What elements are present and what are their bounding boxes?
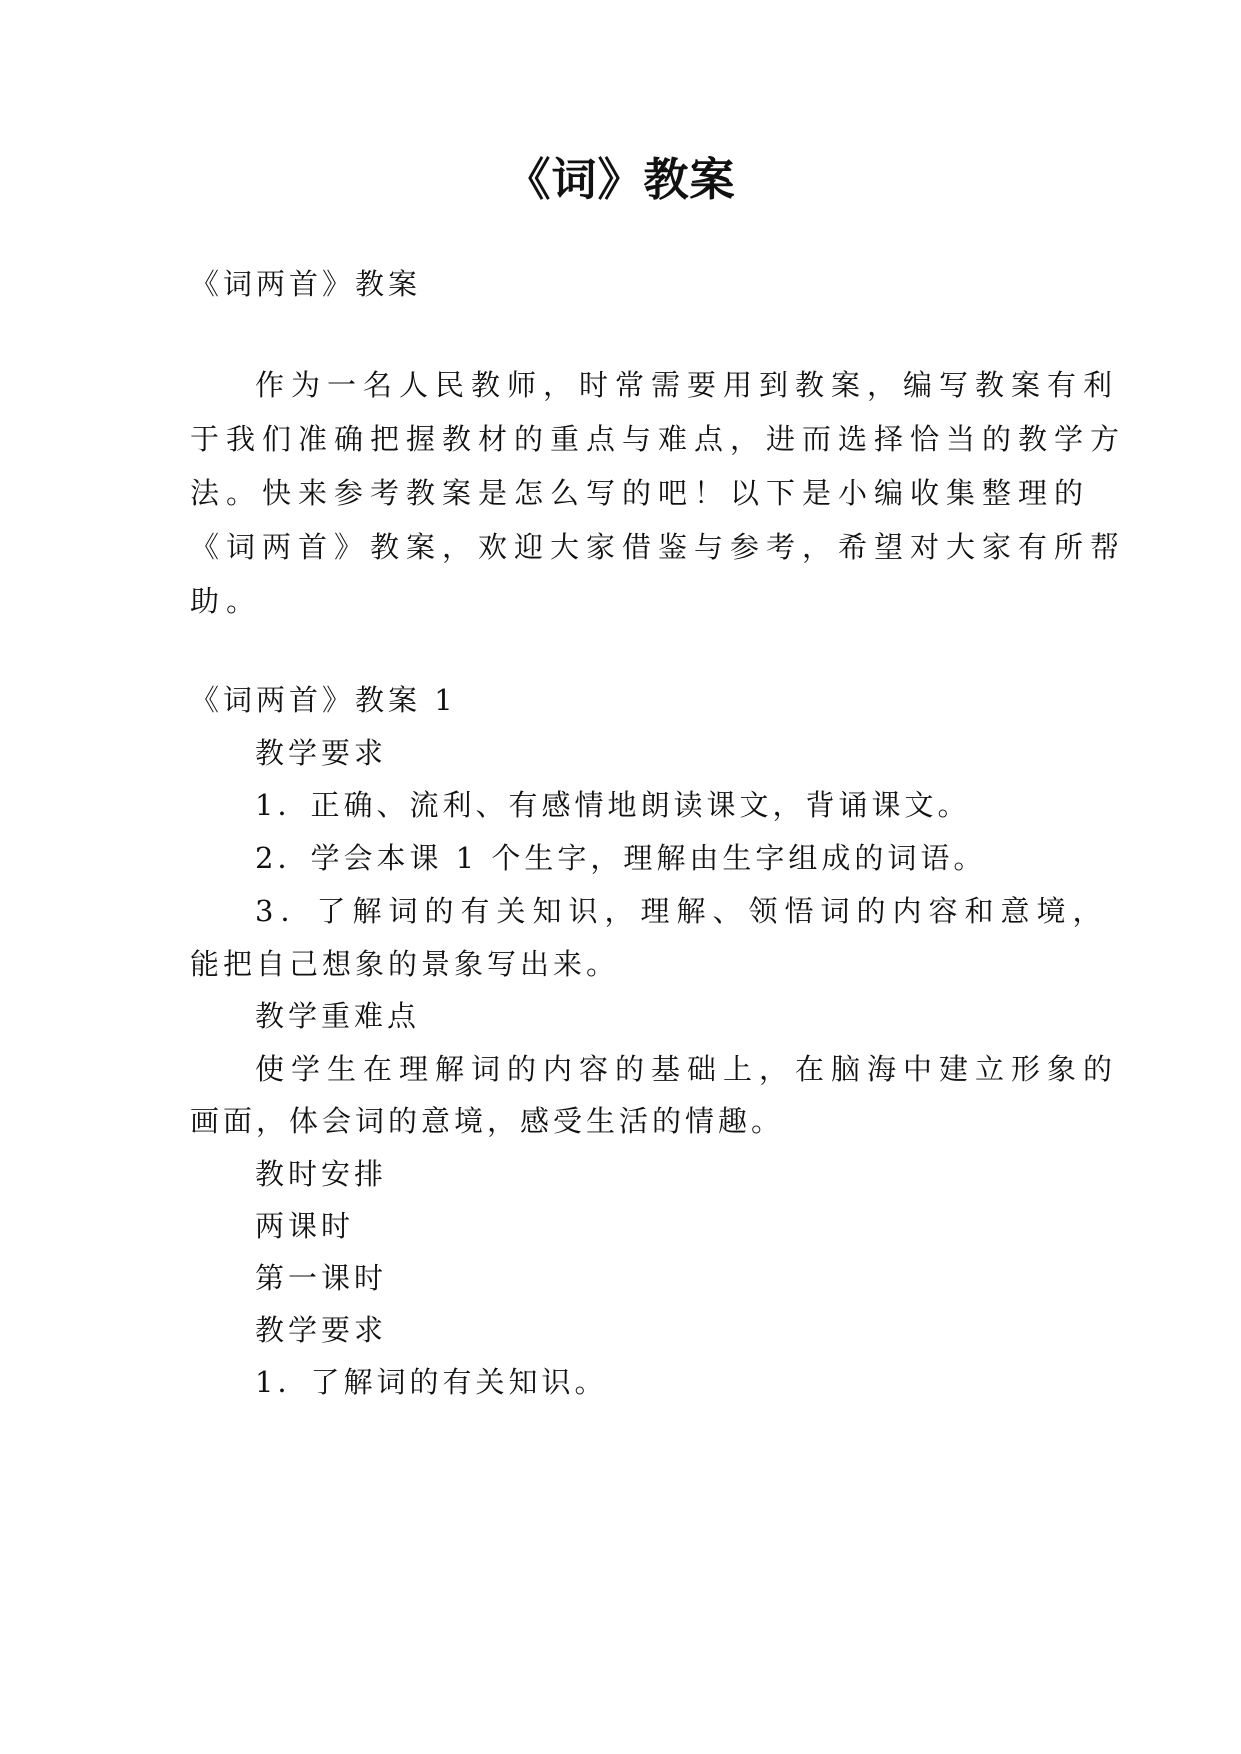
subtitle: 《词两首》教案 (190, 267, 422, 301)
intro-line: 法。快来参考教案是怎么写的吧！以下是小编收集整理的 (190, 476, 1091, 510)
document-title: 《词》教案 (505, 153, 736, 206)
body-line: 教学要求 (255, 736, 388, 770)
body-line: 使学生在理解词的内容的基础上，在脑海中建立形象的 (255, 1052, 1120, 1086)
section-heading: 《词两首》教案 1 (190, 683, 457, 717)
body-line: 教时安排 (255, 1157, 388, 1191)
body-line: 两课时 (255, 1209, 355, 1243)
intro-line: 作为一名人民教师，时常需要用到教案，编写教案有利 (255, 368, 1120, 402)
body-line: 画面，体会词的意境，感受生活的情趣。 (190, 1104, 785, 1138)
intro-line: 助。 (190, 584, 263, 618)
intro-line: 《词两首》教案，欢迎大家借鉴与参考，希望对大家有所帮 (190, 530, 1127, 564)
body-line: 2．学会本课 1 个生字，理解由生字组成的词语。 (255, 841, 987, 875)
body-line: 教学重难点 (255, 999, 421, 1033)
body-line: 教学要求 (255, 1313, 388, 1347)
body-line: 3．了解词的有关知识，理解、领悟词的内容和意境， (255, 894, 1109, 928)
body-line: 1．正确、流利、有感情地朗读课文，背诵课文。 (255, 788, 971, 822)
intro-line: 于我们准确把握教材的重点与难点，进而选择恰当的教学方 (190, 422, 1127, 456)
body-line: 能把自己想象的景象写出来。 (190, 947, 620, 981)
body-line: 1．了解词的有关知识。 (255, 1365, 608, 1399)
body-line: 第一课时 (255, 1261, 388, 1295)
